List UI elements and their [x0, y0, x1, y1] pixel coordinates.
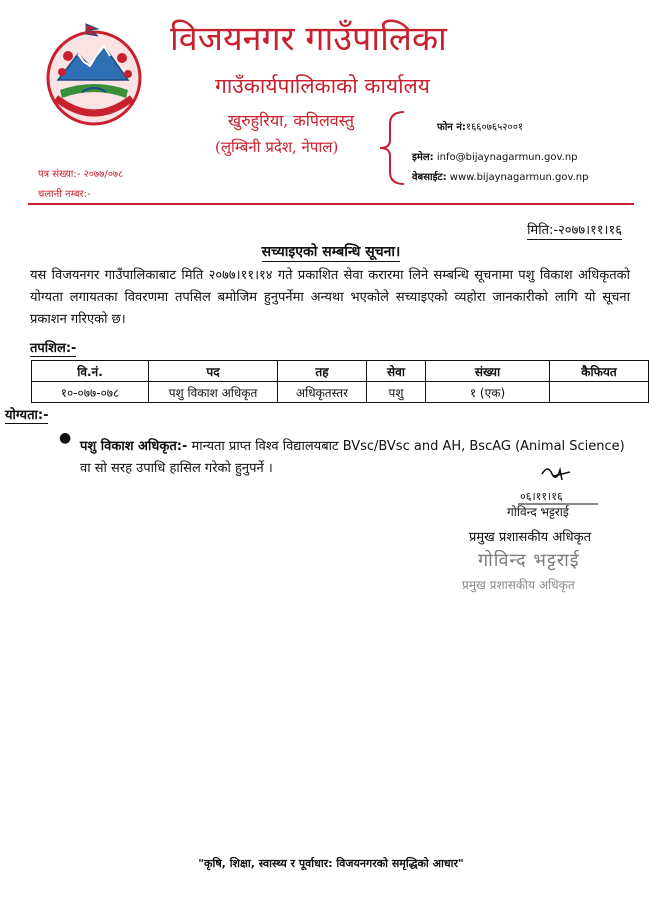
- table-cell: पशु: [367, 382, 426, 403]
- table-header: संख्या: [426, 361, 550, 382]
- details-label: तपशिल:-: [30, 338, 76, 357]
- notice-subject-text: सच्याइएको सम्बन्धि सूचना।: [261, 244, 401, 260]
- table-header: तह: [278, 361, 367, 382]
- nepal-emblem-icon: [38, 20, 150, 132]
- table-row: [32, 382, 649, 403]
- contact-website: [412, 169, 588, 183]
- header-divider: [28, 203, 634, 205]
- stamp-name: गोविन्द भट्टराई: [478, 550, 580, 571]
- office-province: (लुम्बिनी प्रदेश, नेपाल): [215, 138, 339, 156]
- footer-slogan: "कृषि, शिक्षा, स्वास्थ्य र पूर्वाधार: विजयनगरको समृद्धिको आधार": [198, 857, 464, 870]
- handwritten-signature-icon: [514, 462, 604, 506]
- office-location: खुरुहुरिया, कपिलवस्तु: [228, 111, 355, 130]
- table-cell: अधिकृतस्तर: [278, 382, 367, 403]
- phone-value: १६६०७६५२००१: [465, 122, 524, 133]
- stamp-designation: प्रमुख प्रशासकीय अधिकृत: [462, 578, 575, 592]
- table-header: कैफियत: [550, 361, 649, 382]
- website-label: वेबसाईट:: [412, 172, 447, 183]
- qualification-post: पशु विकाश अधिकृत:-: [80, 439, 188, 454]
- signatory-designation: प्रमुख प्रशासकीय अधिकृत: [469, 530, 592, 545]
- table-header: पद: [149, 361, 278, 382]
- table-cell: १०-०७७-०७८: [32, 382, 149, 403]
- qualification-label: योग्यता:-: [5, 405, 48, 424]
- email-label: इमेल:: [412, 152, 434, 163]
- notice-date: मिति:-२०७७।११।१६: [527, 220, 622, 240]
- table-cell: [550, 382, 649, 403]
- contact-email: [412, 149, 578, 163]
- table-header: सेवा: [367, 361, 426, 382]
- office-name: गाउँकार्यपालिकाको कार्यालय: [215, 74, 430, 98]
- details-table: [31, 360, 649, 403]
- contact-phone: [437, 119, 523, 133]
- table-header-row: [32, 361, 649, 382]
- signatory-name: गोविन्द भट्टराई: [507, 505, 569, 519]
- municipality-title: विजयनगर गाउँपालिका: [170, 19, 447, 59]
- website-value: www.bijaynagarmun.gov.np: [449, 172, 589, 183]
- signature-date: ०६।११।१६: [520, 490, 563, 503]
- notice-subject: [0, 242, 662, 261]
- table-header: वि.नं.: [32, 361, 149, 382]
- reference-number: पत्र संख्या:- २०७७/०७८: [38, 169, 124, 180]
- email-value: info@bijaynagarmun.gov.np: [436, 152, 578, 163]
- qualification-description: मान्यता प्राप्त विश्व विद्यालयबाट BVsc/BVsc and AH, BscAG (Animal Science) वा सो सरह उपाधि हासिल गरेको हुनुपर्ने ।: [80, 439, 625, 476]
- phone-label: फोन नं:: [437, 122, 466, 133]
- table-cell: पशु विकाश अधिकृत: [149, 382, 278, 403]
- dispatch-number: चलानी नम्बर:-: [38, 189, 91, 200]
- curly-brace-icon: [376, 110, 406, 186]
- notice-body: यस विजयनगर गाउँपालिकाबाट मिति २०७७।११।१४ गते प्रकाशित सेवा करारमा लिने सम्बन्धि सूचनामा पशु विकाश अधिकृतको योग्यता लगायतका विवरणमा तपसिल बमोजिम हुनुपर्नेमा अन्यथा भएकोले सच्याइएको व्यहोरा जानकारीको लागि यो सूचना प्रकाशन गरिएको छ।: [30, 268, 630, 327]
- table-cell: १ (एक): [426, 382, 550, 403]
- bullet-icon: ●: [59, 430, 72, 446]
